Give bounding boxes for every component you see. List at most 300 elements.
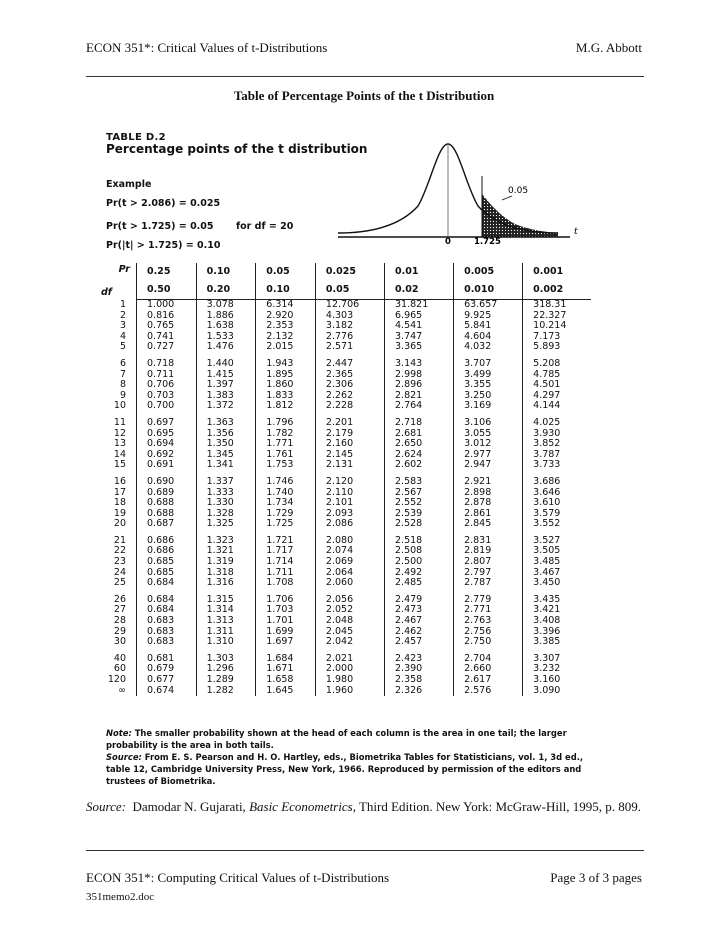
critical-value: 2.042 [315,637,384,648]
critical-value: 4.025 [523,412,591,429]
critical-value: 3.707 [454,353,523,370]
critical-value: 3.232 [523,664,591,675]
critical-value: 1.703 [256,605,316,616]
critical-value: 2.101 [315,498,384,509]
critical-value: 1.697 [256,637,316,648]
critical-value: 2.807 [454,557,523,568]
critical-value: 1.706 [256,589,316,606]
critical-value: 1.363 [196,412,256,429]
critical-value: 3.733 [523,460,591,471]
critical-value: 3.408 [523,616,591,627]
df-value: 27 [113,604,126,616]
critical-value: 31.821 [385,300,454,311]
critical-value: 1.316 [196,578,256,589]
critical-value: 1.315 [196,589,256,606]
critical-value: 1.717 [256,546,316,557]
critical-value: 2.977 [454,450,523,461]
table-row [98,353,591,370]
critical-value: 12.706 [315,300,384,311]
critical-value: 2.821 [385,391,454,402]
critical-value: 1.341 [196,460,256,471]
column-header-two-tail: 0.05 [315,281,384,300]
header-rule [86,76,644,77]
critical-value: 2.571 [315,342,384,353]
critical-value: 2.831 [454,530,523,547]
df-value: 24 [113,566,126,578]
column-header-two-tail: 0.010 [454,281,523,300]
critical-value: 2.539 [385,509,454,520]
footer-rule [86,850,644,851]
scanned-table-image [98,124,598,784]
critical-value: 3.160 [523,675,591,686]
t-table [98,263,591,696]
df-label: df [101,286,112,298]
critical-value: 1.761 [256,450,316,461]
critical-value: 3.365 [385,342,454,353]
critical-value: 2.617 [454,675,523,686]
citation [86,796,646,818]
critical-value: 1.746 [256,471,316,488]
critical-value: 3.579 [523,509,591,520]
column-header-one-tail: 0.05 [256,263,316,281]
critical-value: 2.473 [385,605,454,616]
df-value: 25 [113,577,126,589]
critical-value: 1.886 [196,311,256,322]
critical-value: 3.307 [523,648,591,665]
citation-rest: , Third Edition. New York: McGraw-Hill, 1995, p. 809. [352,799,641,814]
critical-value: 2.681 [385,429,454,440]
critical-value: 2.921 [454,471,523,488]
critical-value: 1.796 [256,412,316,429]
critical-value: 9.925 [454,311,523,322]
critical-value: 1.318 [196,568,256,579]
citation-label: Source: [86,799,126,814]
critical-value: 1.328 [196,509,256,520]
example-3: Pr(|t| > 1.725) = 0.10 [106,240,221,251]
critical-value: 0.765 [137,321,197,332]
critical-value: 3.787 [523,450,591,461]
page-footer [86,870,642,903]
critical-value: 3.552 [523,519,591,530]
critical-value: 2.528 [385,519,454,530]
citation-author: Damodar N. Gujarati, [132,799,246,814]
critical-value: 3.505 [523,546,591,557]
critical-value: 2.353 [256,321,316,332]
critical-value: 1.282 [196,686,256,697]
critical-value: 4.785 [523,370,591,381]
critical-value: 3.930 [523,429,591,440]
critical-value: 1.337 [196,471,256,488]
footer-filename: 351memo2.doc [86,891,155,903]
critical-value: 1.533 [196,332,256,343]
df-value: 28 [113,615,126,627]
critical-value: 2.365 [315,370,384,381]
critical-value: 2.797 [454,568,523,579]
critical-value: 1.638 [196,321,256,332]
critical-value: 1.303 [196,648,256,665]
column-header-two-tail: 0.20 [196,281,256,300]
critical-value: 2.819 [454,546,523,557]
critical-value: 4.032 [454,342,523,353]
note-text: The smaller probability shown at the head of each column is the area in one tail; the larger probability is the area in both tails. [106,728,567,750]
critical-value: 3.646 [523,488,591,499]
critical-value: 2.576 [454,686,523,697]
critical-value: 3.182 [315,321,384,332]
critical-value: 1.734 [256,498,316,509]
critical-value: 2.787 [454,578,523,589]
critical-value: 2.704 [454,648,523,665]
df-value: 21 [113,534,126,546]
critical-value: 2.120 [315,471,384,488]
critical-value: 2.567 [385,488,454,499]
note-line [106,727,598,751]
critical-value: 2.390 [385,664,454,675]
critical-value: 1.753 [256,460,316,471]
citation-book: Basic Econometrics [249,799,353,814]
critical-value: 2.492 [385,568,454,579]
critical-value: 2.093 [315,509,384,520]
critical-value: 1.721 [256,530,316,547]
df-value: 12 [113,427,126,439]
critical-value: 0.685 [137,557,197,568]
header-row-two-tail [98,281,591,300]
df-value: 120 [107,674,126,685]
critical-value: 1.415 [196,370,256,381]
table-source-line [106,751,598,787]
critical-value: 22.327 [523,311,591,322]
critical-value: 1.860 [256,380,316,391]
critical-value: 318.31 [523,300,591,311]
critical-value: 3.467 [523,568,591,579]
table-row [98,300,591,311]
df-value: 13 [113,438,126,450]
critical-value: 0.816 [137,311,197,322]
critical-value: 1.645 [256,686,316,697]
example-df-note: for df = 20 [236,221,294,232]
critical-value: 2.771 [454,605,523,616]
critical-value: 2.060 [315,578,384,589]
column-header-two-tail: 0.02 [385,281,454,300]
critical-value: 2.650 [385,439,454,450]
critical-value: 0.718 [137,353,197,370]
critical-value: 2.518 [385,530,454,547]
critical-value: 1.684 [256,648,316,665]
critical-value: 1.333 [196,488,256,499]
table-row [98,412,591,429]
df-value: 10 [113,400,126,412]
footer-page-count: Page 3 of 3 pages [550,870,642,885]
critical-value: 1.356 [196,429,256,440]
critical-value: 2.485 [385,578,454,589]
critical-value: 2.326 [385,686,454,697]
critical-value: 3.078 [196,300,256,311]
df-value: 6 [119,357,126,369]
critical-value: 2.228 [315,401,384,412]
column-header-two-tail: 0.002 [523,281,591,300]
critical-value: 0.683 [137,616,197,627]
table-source-label: Source: [106,752,142,762]
table-row [98,589,591,606]
critical-value: 2.179 [315,429,384,440]
area-pointer [502,196,512,200]
critical-value: 1.321 [196,546,256,557]
critical-value: 2.552 [385,498,454,509]
critical-value: 0.681 [137,648,197,665]
critical-value: 0.692 [137,450,197,461]
critical-value: 3.143 [385,353,454,370]
critical-value: 2.074 [315,546,384,557]
critical-value: 4.303 [315,311,384,322]
critical-value: 2.508 [385,546,454,557]
table-row [98,401,591,412]
critical-value: 1.740 [256,488,316,499]
header-author: M.G. Abbott [575,40,642,55]
critical-value: 0.700 [137,401,197,412]
critical-value: 2.718 [385,412,454,429]
critical-value-label: 1.725 [474,237,501,247]
critical-value: 1.440 [196,353,256,370]
shaded-tail-area [482,194,558,237]
critical-value: 1.383 [196,391,256,402]
critical-value: 1.289 [196,675,256,686]
critical-value: 2.467 [385,616,454,627]
table-row [98,519,591,530]
critical-value: 3.610 [523,498,591,509]
critical-value: 2.776 [315,332,384,343]
critical-value: 2.021 [315,648,384,665]
critical-value: 0.711 [137,370,197,381]
critical-value: 1.397 [196,380,256,391]
critical-value: 0.684 [137,589,197,606]
critical-value: 1.729 [256,509,316,520]
critical-value: 0.690 [137,471,197,488]
critical-value: 1.476 [196,342,256,353]
footer-title: ECON 351*: Computing Critical Values of t-Distributions [86,870,390,885]
critical-value: 5.208 [523,353,591,370]
critical-value: 0.685 [137,568,197,579]
critical-value: 7.173 [523,332,591,343]
critical-value: 1.812 [256,401,316,412]
example-1: Pr(t > 2.086) = 0.025 [106,198,221,209]
critical-value: 2.048 [315,616,384,627]
critical-value: 0.684 [137,578,197,589]
table-row [98,648,591,665]
critical-value: 4.144 [523,401,591,412]
critical-value: 2.624 [385,450,454,461]
df-value: 26 [113,593,126,605]
critical-value: 2.462 [385,627,454,638]
note-label: Note: [106,728,132,738]
critical-value: 3.169 [454,401,523,412]
pr-df-corner [98,263,137,300]
critical-value: 2.000 [315,664,384,675]
critical-value: 0.686 [137,530,197,547]
critical-value: 0.697 [137,412,197,429]
table-row [98,686,591,697]
critical-value: 3.396 [523,627,591,638]
table-row [98,471,591,488]
df-value: 15 [113,459,126,471]
critical-value: 3.385 [523,637,591,648]
critical-value: 1.330 [196,498,256,509]
table-row [98,342,591,353]
df-value: 23 [113,556,126,568]
critical-value: 1.699 [256,627,316,638]
df-value: 7 [119,368,126,380]
critical-value: 3.852 [523,439,591,450]
critical-value: 4.604 [454,332,523,343]
critical-value: 2.779 [454,589,523,606]
critical-value: 1.319 [196,557,256,568]
critical-value: 1.708 [256,578,316,589]
critical-value: 0.683 [137,627,197,638]
critical-value: 1.345 [196,450,256,461]
critical-value: 2.080 [315,530,384,547]
df-value: 1 [119,298,126,310]
critical-value: 2.015 [256,342,316,353]
critical-value: 3.106 [454,412,523,429]
table-notes [106,727,598,787]
critical-value: 0.703 [137,391,197,402]
table-row [98,530,591,547]
df-value: 8 [119,379,126,391]
df-value: 5 [119,341,126,353]
critical-value: 1.325 [196,519,256,530]
column-header-one-tail: 0.01 [385,263,454,281]
critical-value: 3.499 [454,370,523,381]
column-header-one-tail: 0.025 [315,263,384,281]
header-row-one-tail [98,263,591,281]
critical-value: 3.421 [523,605,591,616]
critical-value: 3.485 [523,557,591,568]
df-value: 60 [113,663,126,675]
critical-value: 2.602 [385,460,454,471]
critical-value: 2.131 [315,460,384,471]
df-value: 4 [119,330,126,342]
critical-value: 0.688 [137,498,197,509]
table-row [98,637,591,648]
critical-value: 2.201 [315,412,384,429]
df-value: 11 [113,416,126,428]
critical-value: 2.160 [315,439,384,450]
critical-value: 3.355 [454,380,523,391]
column-header-two-tail: 0.50 [137,281,197,300]
critical-value: 3.747 [385,332,454,343]
critical-value: 1.314 [196,605,256,616]
critical-value: 5.841 [454,321,523,332]
table-source-text: From E. S. Pearson and H. O. Hartley, eds., Biometrika Tables for Statisticians, vol. 1, 3d ed., table 12, Cambridge University Press, New York, 1966. Reproduced by permission of the editors and trustees of Biometrika. [106,752,584,786]
critical-value: 2.064 [315,568,384,579]
critical-value: 4.297 [523,391,591,402]
table-name: Percentage points of the t distribution [106,142,368,156]
critical-value: 2.110 [315,488,384,499]
critical-value: 3.055 [454,429,523,440]
critical-value: 3.250 [454,391,523,402]
critical-value: 1.350 [196,439,256,450]
critical-value: 2.920 [256,311,316,322]
critical-value: 2.306 [315,380,384,391]
critical-value: 2.756 [454,627,523,638]
table-label: TABLE D.2 [106,132,166,143]
critical-value: 63.657 [454,300,523,311]
critical-value: 2.056 [315,589,384,606]
critical-value: 2.132 [256,332,316,343]
df-value: 18 [113,497,126,509]
critical-value: 6.314 [256,300,316,311]
critical-value: 0.674 [137,686,197,697]
critical-value: 0.695 [137,429,197,440]
critical-value: 2.947 [454,460,523,471]
critical-value: 1.671 [256,664,316,675]
critical-value: 3.450 [523,578,591,589]
column-header-one-tail: 0.10 [196,263,256,281]
column-header-two-tail: 0.10 [256,281,316,300]
df-value: 17 [113,486,126,498]
critical-value: 0.679 [137,664,197,675]
table-row [98,578,591,589]
critical-value: 1.310 [196,637,256,648]
critical-value: 1.943 [256,353,316,370]
critical-value: 3.090 [523,686,591,697]
critical-value: 2.583 [385,471,454,488]
critical-value: 1.895 [256,370,316,381]
critical-value: 2.358 [385,675,454,686]
df-value: 19 [113,507,126,519]
critical-value: 2.750 [454,637,523,648]
critical-value: 2.763 [454,616,523,627]
critical-value: 1.771 [256,439,316,450]
critical-value: 1.311 [196,627,256,638]
critical-value: 4.501 [523,380,591,391]
critical-value: 2.861 [454,509,523,520]
critical-value: 2.447 [315,353,384,370]
critical-value: 1.313 [196,616,256,627]
critical-value: 2.262 [315,391,384,402]
axis-t-label: t [574,226,578,237]
critical-value: 1.782 [256,429,316,440]
critical-value: 5.893 [523,342,591,353]
critical-value: 2.898 [454,488,523,499]
area-label: 0.05 [508,186,529,196]
column-header-one-tail: 0.25 [137,263,197,281]
critical-value: 2.052 [315,605,384,616]
df-value: 14 [113,448,126,460]
critical-value: 6.965 [385,311,454,322]
critical-value: 1.000 [137,300,197,311]
critical-value: 2.479 [385,589,454,606]
critical-value: 2.998 [385,370,454,381]
df-value: ∞ [118,684,126,696]
table-row [98,460,591,471]
df-value: 40 [113,652,126,664]
critical-value: 3.527 [523,530,591,547]
header-course-title: ECON 351*: Critical Values of t-Distributions [86,40,328,55]
document-title: Table of Percentage Points of the t Distribution [233,88,495,103]
df-value: 22 [113,545,126,557]
critical-value: 1.714 [256,557,316,568]
column-header-one-tail: 0.005 [454,263,523,281]
critical-value: 2.896 [385,380,454,391]
critical-value: 2.660 [454,664,523,675]
critical-value: 0.686 [137,546,197,557]
critical-value: 3.686 [523,471,591,488]
critical-value: 2.069 [315,557,384,568]
critical-value: 2.457 [385,637,454,648]
df-value: 2 [119,309,126,321]
t-density-curve [330,136,598,248]
critical-value: 2.086 [315,519,384,530]
critical-value: 2.764 [385,401,454,412]
